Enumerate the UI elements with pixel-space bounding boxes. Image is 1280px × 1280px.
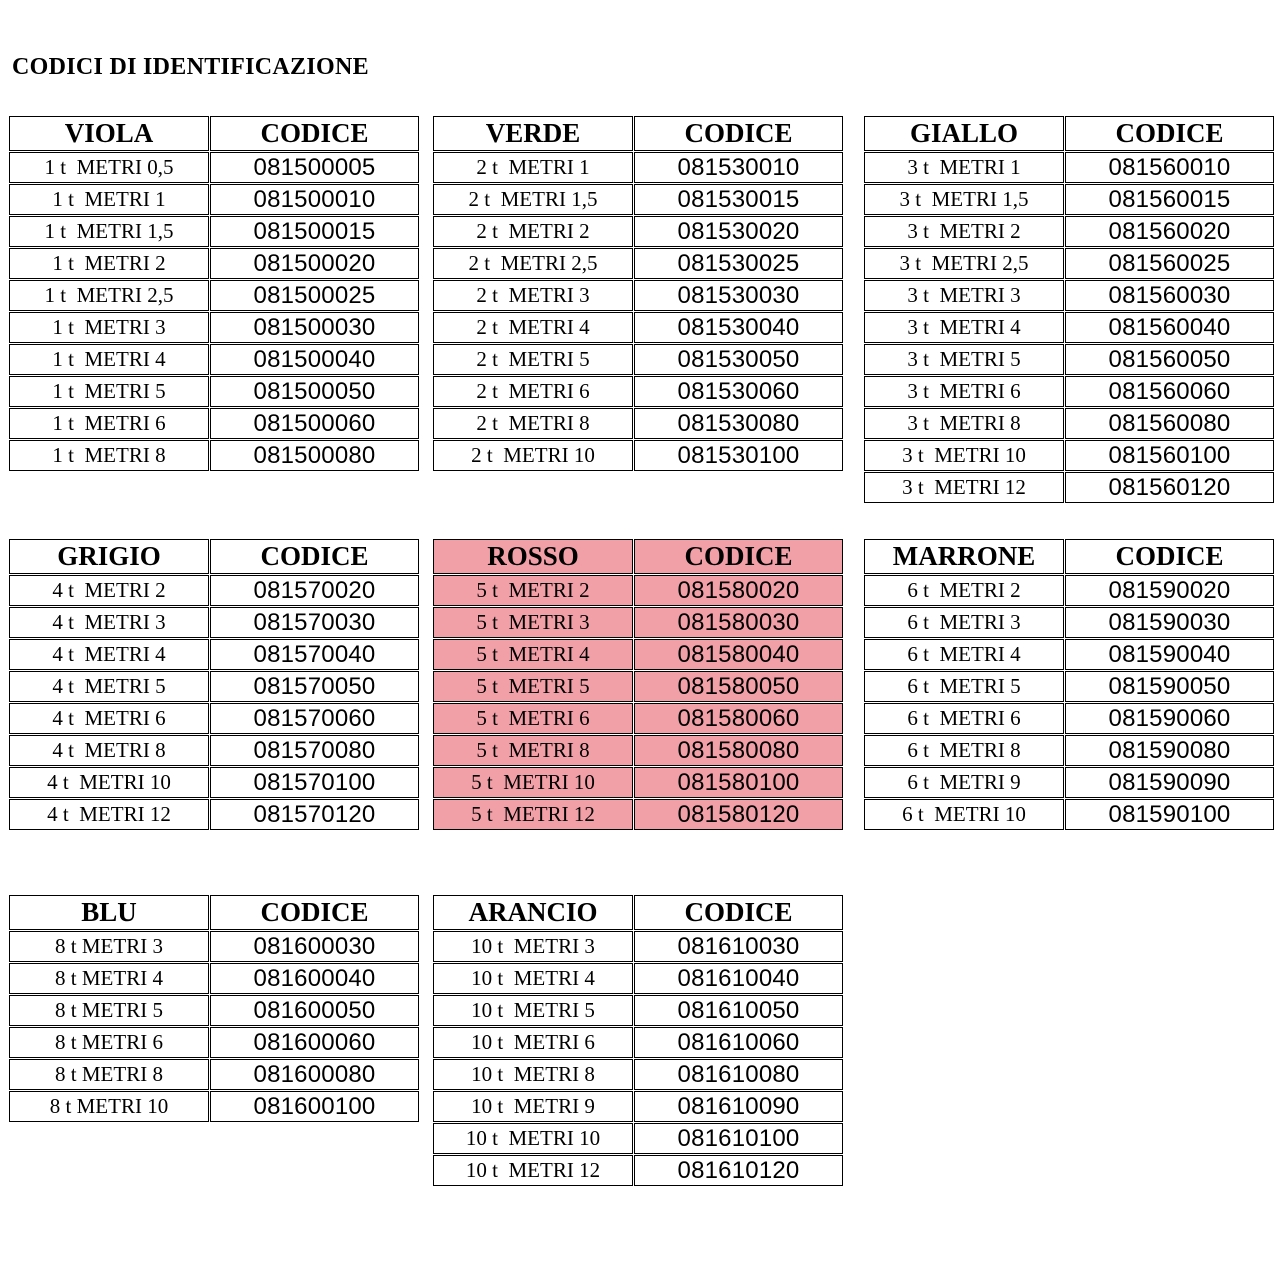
table-row — [433, 575, 843, 606]
size-cell: 4 t METRI 4 — [9, 639, 209, 670]
size-cell: 5 t METRI 3 — [433, 607, 633, 638]
table-header-row — [433, 116, 843, 151]
table-row — [9, 248, 419, 279]
code-cell: 081610040 — [634, 963, 843, 994]
table-row — [9, 703, 419, 734]
code-cell: 081600100 — [210, 1091, 419, 1122]
size-cell: 1 t METRI 3 — [9, 312, 209, 343]
table-row — [433, 671, 843, 702]
table-row — [864, 312, 1274, 343]
code-cell: 081530050 — [634, 344, 843, 375]
size-cell: 1 t METRI 1 — [9, 184, 209, 215]
codice-header: CODICE — [634, 895, 843, 930]
table-row — [9, 440, 419, 471]
size-cell: 2 t METRI 2 — [433, 216, 633, 247]
tables-row-3 — [0, 894, 1280, 1187]
size-cell: 1 t METRI 2,5 — [9, 280, 209, 311]
code-cell: 081590030 — [1065, 607, 1274, 638]
table-header-row — [433, 895, 843, 930]
size-cell: 1 t METRI 8 — [9, 440, 209, 471]
table-row — [9, 1091, 419, 1122]
size-cell: 8 t METRI 6 — [9, 1027, 209, 1058]
size-cell: 2 t METRI 10 — [433, 440, 633, 471]
code-cell: 081610090 — [634, 1091, 843, 1122]
code-cell: 081570080 — [210, 735, 419, 766]
size-cell: 3 t METRI 12 — [864, 472, 1064, 503]
code-cell: 081610050 — [634, 995, 843, 1026]
table-row — [864, 184, 1274, 215]
codice-header: CODICE — [210, 895, 419, 930]
codice-header: CODICE — [210, 116, 419, 151]
size-cell: 10 t METRI 8 — [433, 1059, 633, 1090]
table-verde — [432, 115, 844, 472]
size-cell: 3 t METRI 5 — [864, 344, 1064, 375]
table-row — [864, 152, 1274, 183]
size-cell: 4 t METRI 3 — [9, 607, 209, 638]
size-cell: 8 t METRI 3 — [9, 931, 209, 962]
code-cell: 081560100 — [1065, 440, 1274, 471]
table-giallo — [863, 115, 1275, 504]
table-arancio — [432, 894, 844, 1187]
size-cell: 3 t METRI 8 — [864, 408, 1064, 439]
table-row — [433, 408, 843, 439]
table-viola — [8, 115, 420, 472]
size-cell: 10 t METRI 4 — [433, 963, 633, 994]
code-cell: 081580080 — [634, 735, 843, 766]
size-cell: 10 t METRI 3 — [433, 931, 633, 962]
size-cell: 2 t METRI 2,5 — [433, 248, 633, 279]
size-cell: 2 t METRI 5 — [433, 344, 633, 375]
tables-row-1 — [0, 115, 1280, 504]
code-cell: 081500025 — [210, 280, 419, 311]
size-cell: 1 t METRI 5 — [9, 376, 209, 407]
table-row — [864, 767, 1274, 798]
table-row — [864, 671, 1274, 702]
code-cell: 081580020 — [634, 575, 843, 606]
code-cell: 081600080 — [210, 1059, 419, 1090]
table-rosso — [432, 538, 844, 831]
table-row — [864, 575, 1274, 606]
table-row — [864, 472, 1274, 503]
size-cell: 6 t METRI 10 — [864, 799, 1064, 830]
code-cell: 081580050 — [634, 671, 843, 702]
code-cell: 081590050 — [1065, 671, 1274, 702]
table-row — [9, 995, 419, 1026]
table-header-row — [9, 116, 419, 151]
table-row — [433, 152, 843, 183]
code-cell: 081610060 — [634, 1027, 843, 1058]
size-cell: 6 t METRI 3 — [864, 607, 1064, 638]
code-cell: 081560040 — [1065, 312, 1274, 343]
code-cell: 081610030 — [634, 931, 843, 962]
codice-header: CODICE — [1065, 539, 1274, 574]
color-header: VIOLA — [9, 116, 209, 151]
size-cell: 5 t METRI 6 — [433, 703, 633, 734]
code-cell: 081570030 — [210, 607, 419, 638]
table-row — [433, 767, 843, 798]
codice-header: CODICE — [634, 116, 843, 151]
code-cell: 081570050 — [210, 671, 419, 702]
table-row — [9, 931, 419, 962]
table-header-row — [433, 539, 843, 574]
code-cell: 081570040 — [210, 639, 419, 670]
table-row — [433, 703, 843, 734]
table-row — [433, 1155, 843, 1186]
table-row — [9, 963, 419, 994]
codice-header: CODICE — [634, 539, 843, 574]
size-cell: 2 t METRI 4 — [433, 312, 633, 343]
code-cell: 081500020 — [210, 248, 419, 279]
code-cell: 081590080 — [1065, 735, 1274, 766]
size-cell: 1 t METRI 4 — [9, 344, 209, 375]
size-cell: 3 t METRI 1,5 — [864, 184, 1064, 215]
size-cell: 6 t METRI 8 — [864, 735, 1064, 766]
size-cell: 1 t METRI 6 — [9, 408, 209, 439]
tables-row-2 — [0, 538, 1280, 831]
table-row — [433, 639, 843, 670]
table-header-row — [9, 895, 419, 930]
table-header-row — [864, 539, 1274, 574]
table-row — [9, 1059, 419, 1090]
code-cell: 081600050 — [210, 995, 419, 1026]
size-cell: 3 t METRI 1 — [864, 152, 1064, 183]
code-cell: 081610100 — [634, 1123, 843, 1154]
size-cell: 2 t METRI 1,5 — [433, 184, 633, 215]
table-row — [433, 344, 843, 375]
codice-header: CODICE — [1065, 116, 1274, 151]
table-row — [9, 152, 419, 183]
table-blu — [8, 894, 420, 1123]
size-cell: 5 t METRI 8 — [433, 735, 633, 766]
code-cell: 081560120 — [1065, 472, 1274, 503]
table-row — [433, 440, 843, 471]
codice-header: CODICE — [210, 539, 419, 574]
code-cell: 081560080 — [1065, 408, 1274, 439]
table-row — [433, 1123, 843, 1154]
table-row — [864, 799, 1274, 830]
code-cell: 081500040 — [210, 344, 419, 375]
code-cell: 081560025 — [1065, 248, 1274, 279]
table-row — [9, 408, 419, 439]
code-cell: 081560020 — [1065, 216, 1274, 247]
table-row — [9, 735, 419, 766]
code-cell: 081530040 — [634, 312, 843, 343]
code-cell: 081570020 — [210, 575, 419, 606]
size-cell: 6 t METRI 5 — [864, 671, 1064, 702]
code-cell: 081610080 — [634, 1059, 843, 1090]
code-cell: 081500005 — [210, 152, 419, 183]
table-row — [864, 376, 1274, 407]
size-cell: 4 t METRI 12 — [9, 799, 209, 830]
code-cell: 081500030 — [210, 312, 419, 343]
table-row — [9, 184, 419, 215]
code-cell: 081600060 — [210, 1027, 419, 1058]
size-cell: 4 t METRI 2 — [9, 575, 209, 606]
size-cell: 6 t METRI 9 — [864, 767, 1064, 798]
table-row — [864, 344, 1274, 375]
table-row — [433, 931, 843, 962]
code-cell: 081580060 — [634, 703, 843, 734]
table-row — [9, 312, 419, 343]
size-cell: 8 t METRI 8 — [9, 1059, 209, 1090]
table-row — [433, 607, 843, 638]
color-header: BLU — [9, 895, 209, 930]
size-cell: 3 t METRI 2,5 — [864, 248, 1064, 279]
table-row — [433, 735, 843, 766]
size-cell: 8 t METRI 5 — [9, 995, 209, 1026]
size-cell: 10 t METRI 5 — [433, 995, 633, 1026]
code-cell: 081560060 — [1065, 376, 1274, 407]
size-cell: 10 t METRI 12 — [433, 1155, 633, 1186]
table-row — [433, 312, 843, 343]
code-cell: 081580040 — [634, 639, 843, 670]
size-cell: 3 t METRI 2 — [864, 216, 1064, 247]
size-cell: 10 t METRI 9 — [433, 1091, 633, 1122]
size-cell: 10 t METRI 10 — [433, 1123, 633, 1154]
code-cell: 081560050 — [1065, 344, 1274, 375]
size-cell: 3 t METRI 3 — [864, 280, 1064, 311]
code-cell: 081600030 — [210, 931, 419, 962]
size-cell: 4 t METRI 8 — [9, 735, 209, 766]
size-cell: 5 t METRI 4 — [433, 639, 633, 670]
code-cell: 081600040 — [210, 963, 419, 994]
table-row — [864, 607, 1274, 638]
code-cell: 081500060 — [210, 408, 419, 439]
table-row — [864, 440, 1274, 471]
table-row — [9, 344, 419, 375]
size-cell: 4 t METRI 5 — [9, 671, 209, 702]
size-cell: 3 t METRI 6 — [864, 376, 1064, 407]
color-header: MARRONE — [864, 539, 1064, 574]
table-row — [864, 735, 1274, 766]
color-header: GRIGIO — [9, 539, 209, 574]
size-cell: 8 t METRI 10 — [9, 1091, 209, 1122]
code-cell: 081610120 — [634, 1155, 843, 1186]
code-cell: 081560015 — [1065, 184, 1274, 215]
code-cell: 081570060 — [210, 703, 419, 734]
code-cell: 081590090 — [1065, 767, 1274, 798]
code-cell: 081590060 — [1065, 703, 1274, 734]
size-cell: 6 t METRI 4 — [864, 639, 1064, 670]
size-cell: 2 t METRI 1 — [433, 152, 633, 183]
table-row — [9, 280, 419, 311]
size-cell: 6 t METRI 2 — [864, 575, 1064, 606]
size-cell: 4 t METRI 6 — [9, 703, 209, 734]
size-cell: 5 t METRI 5 — [433, 671, 633, 702]
table-row — [9, 1027, 419, 1058]
table-marrone — [863, 538, 1275, 831]
table-header-row — [9, 539, 419, 574]
table-row — [433, 216, 843, 247]
size-cell: 1 t METRI 2 — [9, 248, 209, 279]
code-cell: 081580030 — [634, 607, 843, 638]
table-row — [433, 963, 843, 994]
code-cell: 081500010 — [210, 184, 419, 215]
table-row — [9, 671, 419, 702]
table-row — [864, 703, 1274, 734]
color-header: GIALLO — [864, 116, 1064, 151]
table-row — [433, 280, 843, 311]
table-row — [864, 216, 1274, 247]
table-row — [9, 799, 419, 830]
size-cell: 1 t METRI 1,5 — [9, 216, 209, 247]
code-cell: 081530025 — [634, 248, 843, 279]
table-row — [864, 280, 1274, 311]
table-row — [9, 376, 419, 407]
size-cell: 2 t METRI 6 — [433, 376, 633, 407]
table-row — [433, 1091, 843, 1122]
code-cell: 081580100 — [634, 767, 843, 798]
table-row — [433, 184, 843, 215]
table-row — [433, 799, 843, 830]
code-cell: 081590100 — [1065, 799, 1274, 830]
table-row — [433, 995, 843, 1026]
color-header: VERDE — [433, 116, 633, 151]
table-row — [9, 216, 419, 247]
code-cell: 081570120 — [210, 799, 419, 830]
code-cell: 081500080 — [210, 440, 419, 471]
size-cell: 2 t METRI 8 — [433, 408, 633, 439]
code-cell: 081530030 — [634, 280, 843, 311]
code-cell: 081530015 — [634, 184, 843, 215]
table-row — [433, 248, 843, 279]
table-row — [433, 1027, 843, 1058]
table-grigio — [8, 538, 420, 831]
size-cell: 5 t METRI 10 — [433, 767, 633, 798]
size-cell: 5 t METRI 2 — [433, 575, 633, 606]
code-cell: 081500050 — [210, 376, 419, 407]
size-cell: 1 t METRI 0,5 — [9, 152, 209, 183]
code-cell: 081530020 — [634, 216, 843, 247]
size-cell: 3 t METRI 10 — [864, 440, 1064, 471]
code-cell: 081590040 — [1065, 639, 1274, 670]
size-cell: 2 t METRI 3 — [433, 280, 633, 311]
color-header: ROSSO — [433, 539, 633, 574]
table-row — [433, 1059, 843, 1090]
code-cell: 081560030 — [1065, 280, 1274, 311]
code-cell: 081590020 — [1065, 575, 1274, 606]
table-row — [9, 639, 419, 670]
size-cell: 6 t METRI 6 — [864, 703, 1064, 734]
table-row — [9, 767, 419, 798]
code-cell: 081530080 — [634, 408, 843, 439]
size-cell: 8 t METRI 4 — [9, 963, 209, 994]
table-row — [864, 408, 1274, 439]
page-title: CODICI DI IDENTIFICAZIONE — [12, 54, 369, 80]
code-cell: 081560010 — [1065, 152, 1274, 183]
table-row — [9, 575, 419, 606]
size-cell: 5 t METRI 12 — [433, 799, 633, 830]
code-cell: 081500015 — [210, 216, 419, 247]
size-cell: 3 t METRI 4 — [864, 312, 1064, 343]
table-row — [864, 639, 1274, 670]
code-cell: 081530100 — [634, 440, 843, 471]
code-cell: 081570100 — [210, 767, 419, 798]
table-row — [864, 248, 1274, 279]
size-cell: 4 t METRI 10 — [9, 767, 209, 798]
size-cell: 10 t METRI 6 — [433, 1027, 633, 1058]
code-cell: 081530010 — [634, 152, 843, 183]
table-row — [433, 376, 843, 407]
code-cell: 081530060 — [634, 376, 843, 407]
table-row — [9, 607, 419, 638]
color-header: ARANCIO — [433, 895, 633, 930]
table-header-row — [864, 116, 1274, 151]
code-cell: 081580120 — [634, 799, 843, 830]
